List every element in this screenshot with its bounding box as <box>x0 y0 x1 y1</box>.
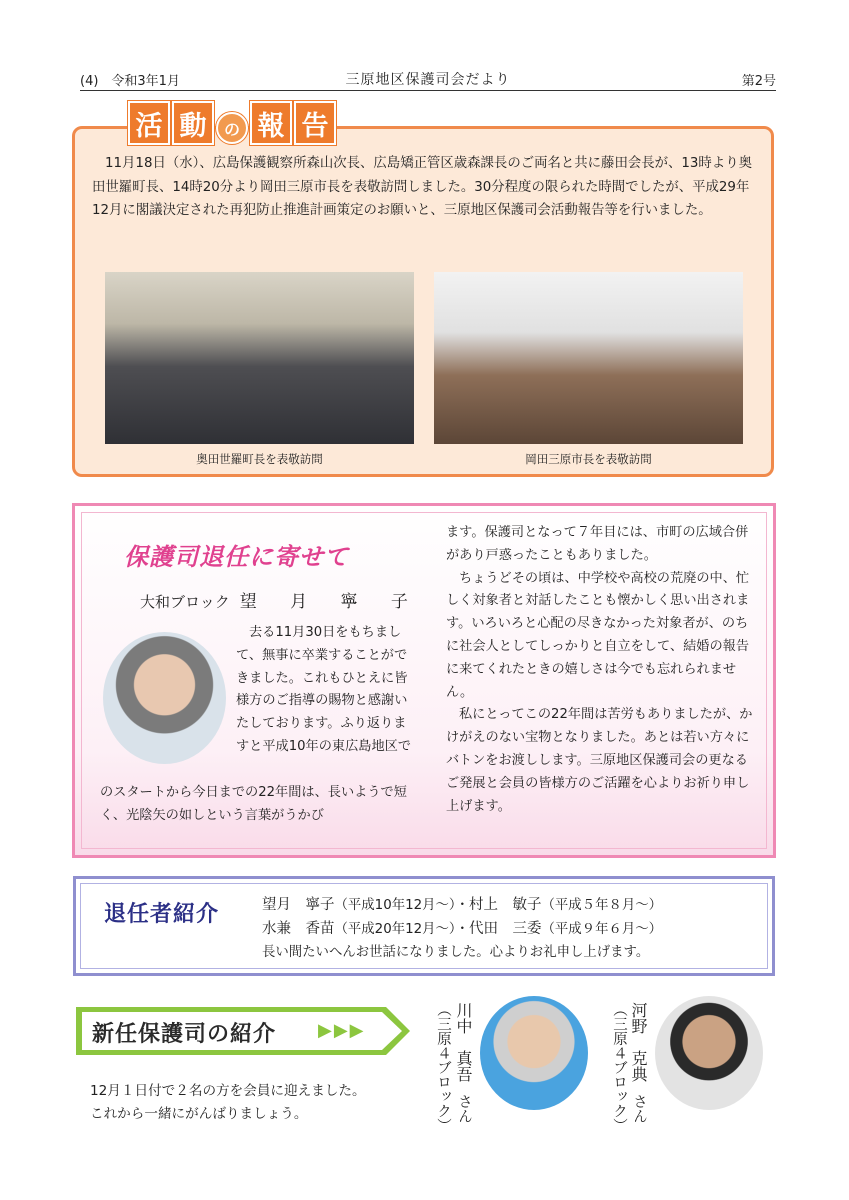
issue-number: 第2号 <box>741 74 776 89</box>
retiree-date: （平成20年12月～）・ <box>334 922 470 937</box>
retiree-date: （平成５年８月～） <box>541 898 663 913</box>
newsletter-title: 三原地区保護司会だより <box>345 72 511 88</box>
title-char: の <box>216 112 248 144</box>
person2-name: 河野 克典 <box>629 1002 648 1082</box>
retirees-line <box>262 893 662 914</box>
retirees-line <box>262 917 662 938</box>
activity-report-title <box>128 101 336 145</box>
author-block: 大和ブロック <box>140 593 230 611</box>
title-char: 活 <box>128 101 170 145</box>
issue-date: (4) 令和3年1月 <box>80 74 180 89</box>
person2-portrait <box>655 996 763 1110</box>
photo-seratown-visit <box>105 272 414 444</box>
retiree-date: （平成10年12月～）・ <box>334 898 470 913</box>
paragraph: ます。保護司となって７年目には、市町の広域合併があり戸惑ったこともありました。 <box>446 525 749 563</box>
person1-name: 川中 真吾 <box>454 1002 473 1082</box>
text-line: これから一緒にがんばりましょう。 <box>90 1106 308 1122</box>
retiree-name: 代田 三委 <box>469 921 542 937</box>
person2-suffix: さん <box>631 1094 647 1123</box>
author-portrait <box>103 632 226 764</box>
arrow-icon: ▶▶▶ <box>318 1020 366 1041</box>
title-char: 報 <box>250 101 292 145</box>
page-header <box>80 68 776 91</box>
title-char: 動 <box>172 101 214 145</box>
person1-portrait <box>480 996 588 1110</box>
retirees-thanks: 長い間たいへんお世話になりました。心よりお礼申し上げます。 <box>262 945 650 960</box>
retirement-text-col1-bottom: のスタートから今日までの22年間は、長いようで短く、光陰矢の如しという言葉がうかび <box>100 785 407 823</box>
retirement-author <box>140 587 422 612</box>
retiree-name: 望月 寧子 <box>262 897 335 913</box>
person2-block: （三原４ブロック） <box>611 1002 627 1133</box>
new-volunteers-title: 新任保護司の紹介 <box>92 1022 277 1047</box>
paragraph: ちょうどその頃は、中学校や高校の荒廃の中、忙しく対象者と対話したことも懐かしく思い出されます。いろいろと心配の尽きなかった対象者が、のちに社会人としてしっかりと自立をして、結婚の報告に来てくれたときの嬉しさは今でも忘れられません。 <box>446 570 750 700</box>
retiree-name: 水兼 香苗 <box>262 921 335 937</box>
activity-report-text: 11月18日（水）、広島保護観察所森山次長、広島矯正管区歳森課長のご両名と共に藤田会長が、13時より奥田世羅町長、14時20分より岡田三原市長を表敬訪問しました。30分程度の限られた時間でしたが、平成29年12月に閣議決定された再犯防止推進計画策定のお願いと、三原地区保護司会活動報告等を行いました。 <box>92 156 752 218</box>
retirement-text-col1-top: 去る11月30日をもちまして、無事に卒業することができました。これもひとえに皆様方のご指導の賜物と感謝いたしております。ふり返りますと平成10年の東広島地区で <box>236 625 412 754</box>
retiree-name: 村上 敏子 <box>469 897 542 913</box>
retirement-text-col2 <box>446 522 758 818</box>
text-line: 12月１日付で２名の方を会員に迎えました。 <box>90 1083 366 1099</box>
title-char: 告 <box>294 101 336 145</box>
person1-suffix: さん <box>456 1094 472 1123</box>
photo-mihara-city-visit <box>434 272 743 444</box>
author-name: 望 月 寧 子 <box>239 592 422 612</box>
retiree-date: （平成９年６月～） <box>541 922 663 937</box>
photo-caption: 岡田三原市長を表敬訪問 <box>525 452 652 466</box>
paragraph: 私にとってこの22年間は苦労もありましたが、かけがえのない宝物となりました。あとは若い方々にバトンをお渡しします。三原地区保護司会の更なるご発展と会員の皆様方のご活躍を心よりお祈り申し上げます。 <box>446 707 753 814</box>
retirees-title: 退任者紹介 <box>104 902 220 927</box>
new-volunteers-text <box>90 1080 366 1126</box>
photo-caption: 奥田世羅町長を表敬訪問 <box>196 452 323 466</box>
person1-block: （三原４ブロック） <box>435 1002 451 1133</box>
retirement-title: 保護司退任に寄せて <box>124 543 349 571</box>
